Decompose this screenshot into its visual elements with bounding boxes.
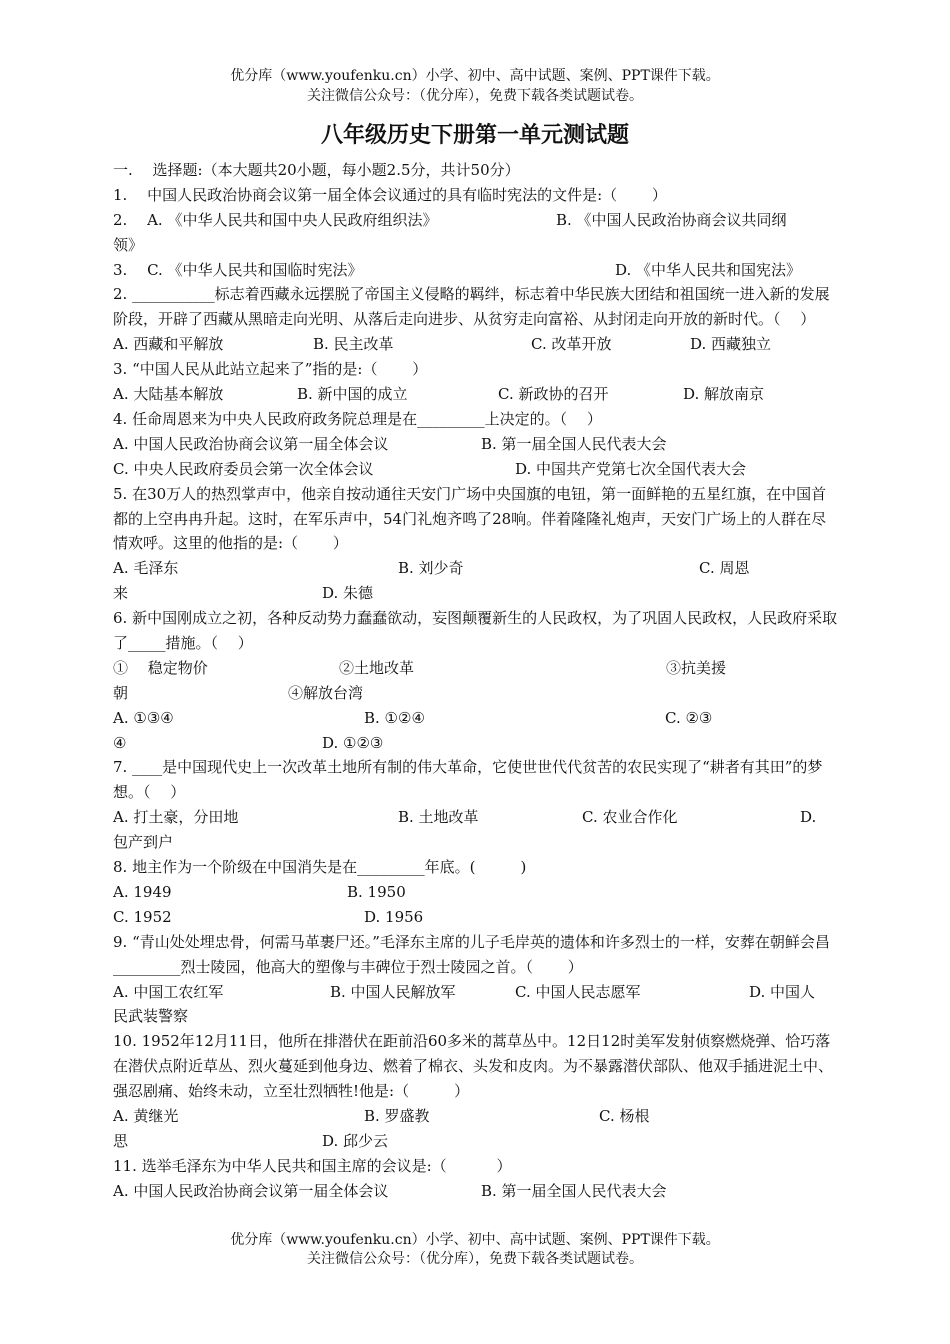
question-4-option-c: C. 中央人民政府委员会第一次全体会议: [113, 459, 374, 478]
question-11-stem: 11. 选举毛泽东为中华人民共和国主席的会议是:（ ）: [113, 1156, 512, 1175]
header-line-1: 优分库（www.youfenku.cn）小学、初中、高中试题、案例、PPT课件下载。: [230, 68, 720, 84]
question-1-option-c: 3. C. 《中华人民共和国临时宪法》: [113, 260, 363, 279]
question-1-option-b-wrap: 领》: [113, 235, 144, 254]
answer-blank: _________: [113, 957, 181, 976]
question-6-option-c-wrap: ④: [113, 733, 127, 752]
question-8-option-c: C. 1952: [113, 907, 172, 926]
answer-blank: _________: [417, 409, 485, 428]
question-11-options-row-1: [113, 1179, 838, 1204]
question-7-option-d: D.: [800, 808, 817, 827]
question-1-option-b: B. 《中国人民政治协商会议共同纲: [556, 210, 787, 229]
question-4-options-row-1: [113, 432, 838, 457]
question-5-option-c-wrap: 来: [113, 584, 129, 603]
question-6-item-3-wrap: 朝: [113, 683, 129, 702]
question-4-option-b: B. 第一届全国人民代表大会: [481, 434, 667, 453]
question-7-stem: 7. ____是中国现代史上一次改革土地所有制的伟大革命，它使世世代代贫苦的农民实现了“耕者有其田”的梦想。（ ）: [113, 758, 823, 802]
question-1-option-a: 2. A. 《中华人民共和国中央人民政府组织法》: [113, 210, 438, 229]
question-10-option-a: A. 黄继光: [113, 1107, 179, 1126]
question-11-option-b: B. 第一届全国人民代表大会: [481, 1181, 667, 1200]
document-body: [113, 158, 838, 1204]
question-10-options-row-2: [113, 1129, 838, 1154]
question-5-option-c: C. 周恩: [699, 559, 750, 578]
question-2-option-d: D. 西藏独立: [690, 335, 772, 354]
question-3-option-a: A. 大陆基本解放: [113, 385, 224, 404]
question-9-options-row-1: [113, 980, 838, 1005]
question-4-option-d: D. 中国共产党第七次全国代表大会: [515, 459, 747, 478]
question-3-options: [113, 382, 838, 407]
footer-line-2: 关注微信公众号：（优分库），免费下载各类试题试卷。: [307, 1251, 643, 1267]
question-6-option-b: B. ①②④: [364, 708, 425, 727]
question-3-stem: 3. “中国人民从此站立起来了”指的是:（ ）: [113, 360, 428, 379]
question-8-options-row-1: [113, 880, 838, 905]
question-7-option-b: B. 土地改革: [398, 808, 479, 827]
answer-blank: ___________: [132, 285, 215, 304]
question-5-options-row-1: [113, 556, 838, 581]
page-title: 八年级历史下册第一单元测试题: [320, 122, 629, 148]
footer-line-1: 优分库（www.youfenku.cn）小学、初中、高中试题、案例、PPT课件下载。: [230, 1232, 720, 1248]
question-6-option-a: A. ①③④: [113, 708, 174, 727]
question-6-item-4: ④解放台湾: [288, 683, 364, 702]
question-10-stem: 10. 1952年12月11日，他所在排潜伏在距前沿60多米的蒿草丛中。12日12时美军发射侦察燃烧弹、恰巧落在潜伏点附近草丛、烈火蔓延到他身边、燃着了棉衣、头发和皮肉。为不暴露潜伏部队、他双手插进泥土中、强忍剧痛、始终未动，立至壮烈牺牲!他是:（ ）: [113, 1032, 834, 1101]
question-9-option-a: A. 中国工农红军: [113, 982, 224, 1001]
question-5-option-b: B. 刘少奇: [398, 559, 464, 578]
question-5-options-row-2: [113, 581, 838, 606]
answer-blank: _____: [128, 634, 166, 653]
question-10-option-d: D. 邱少云: [322, 1131, 389, 1150]
question-1-option-d: D. 《中华人民共和国宪法》: [615, 260, 802, 279]
answer-blank: _________: [357, 858, 425, 877]
question-10-option-c: C. 杨根: [599, 1107, 650, 1126]
question-8-options-row-2: [113, 905, 838, 930]
question-6-item-3: ③抗美援: [666, 658, 727, 677]
question-3-option-b: B. 新中国的成立: [297, 385, 408, 404]
question-9-option-c: C. 中国人民志愿军: [515, 982, 641, 1001]
question-6-item-1: ① 稳定物价: [113, 658, 208, 677]
question-2-option-b: B. 民主改革: [313, 335, 394, 354]
question-3-option-d: D. 解放南京: [683, 385, 765, 404]
question-11-option-a: A. 中国人民政治协商会议第一届全体会议: [113, 1181, 389, 1200]
question-2-options: [113, 332, 838, 357]
question-9-stem: 9. “青山处处埋忠骨，何需马革裹尸还。”毛泽东主席的儿子毛岸英的遗体和许多烈士的一样，安葬在朝鲜会昌_________烈士陵园，他高大的塑像与丰碑位于烈士陵园之首。（ ）: [113, 932, 830, 976]
question-6-item-2: ②土地改革: [339, 658, 415, 677]
question-7-options-row-1: [113, 805, 838, 830]
question-10-option-b: B. 罗盛教: [364, 1107, 430, 1126]
question-9-option-d: D. 中国人: [749, 982, 816, 1001]
question-4-options-row-2: [113, 457, 838, 482]
question-9-options-row-2: 民武装警察: [113, 1007, 189, 1026]
question-6-options-row-1: [113, 706, 838, 731]
question-4-option-a: A. 中国人民政治协商会议第一届全体会议: [113, 434, 389, 453]
question-7-option-c: C. 农业合作化: [582, 808, 678, 827]
question-6-items-row-2: [113, 681, 838, 706]
section-heading: 一. 选择题:（本大题共20小题，每小题2.5分，共计50分）: [113, 161, 520, 179]
question-10-options-row-1: [113, 1104, 838, 1129]
question-5-option-a: A. 毛泽东: [113, 559, 179, 578]
question-8-option-b: B. 1950: [347, 882, 406, 901]
question-1-stem: 1. 中国人民政治协商会议第一届全体会议通过的具有临时宪法的文件是:（ ）: [113, 185, 667, 204]
question-3-option-c: C. 新政协的召开: [498, 385, 609, 404]
question-7-options-row-2: 包产到户: [113, 833, 174, 852]
question-1-options-row-2: [113, 258, 838, 283]
question-5-stem: 5. 在30万人的热烈掌声中，他亲自按动通往天安门广场中央国旗的电钮，第一面鲜艳的五星红旗，在中国首都的上空冉冉升起。这时，在军乐声中，54门礼炮齐鸣了28响。伴着隆隆礼炮声，天安门广场上的人群在尽情欢呼。这里的他指的是:（ ）: [113, 484, 827, 553]
question-6-stem: 6. 新中国刚成立之初，各种反动势力蠢蠢欲动，妄图颠覆新生的人民政权，为了巩固人民政权，人民政府采取了_____措施。（ ）: [113, 609, 838, 653]
question-1-options-row: [113, 208, 838, 233]
header-line-2: 关注微信公众号：（优分库），免费下载各类试题试卷。: [307, 88, 643, 104]
question-4-stem: 4. 任命周恩来为中央人民政府政务院总理是在_________上决定的。（ ）: [113, 409, 602, 428]
question-5-option-d: D. 朱德: [322, 584, 374, 603]
question-8-option-d: D. 1956: [364, 907, 424, 926]
question-6-option-d: D. ①②③: [322, 733, 384, 752]
answer-blank: ____: [132, 758, 163, 777]
question-6-items-row-1: [113, 656, 838, 681]
question-8-stem: 8. 地主作为一个阶级在中国消失是在_________年底。( ): [113, 858, 527, 877]
question-7-option-a: A. 打土豪，分田地: [113, 808, 239, 827]
question-8-option-a: A. 1949: [113, 882, 172, 901]
question-6-option-c: C. ②③: [665, 708, 713, 727]
question-6-options-row-2: [113, 731, 838, 756]
question-10-option-c-wrap: 思: [113, 1131, 129, 1150]
question-2-option-c: C. 改革开放: [531, 335, 612, 354]
question-2-stem: 2. ___________标志着西藏永远摆脱了帝国主义侵略的羁绊，标志着中华民族大团结和祖国统一进入新的发展阶段，开辟了西藏从黑暗走向光明、从落后走向进步、从贫穷走向富裕、从封闭走向开放的新时代。（ ）: [113, 285, 830, 329]
question-9-option-b: B. 中国人民解放军: [330, 982, 456, 1001]
question-2-option-a: A. 西藏和平解放: [113, 335, 224, 354]
